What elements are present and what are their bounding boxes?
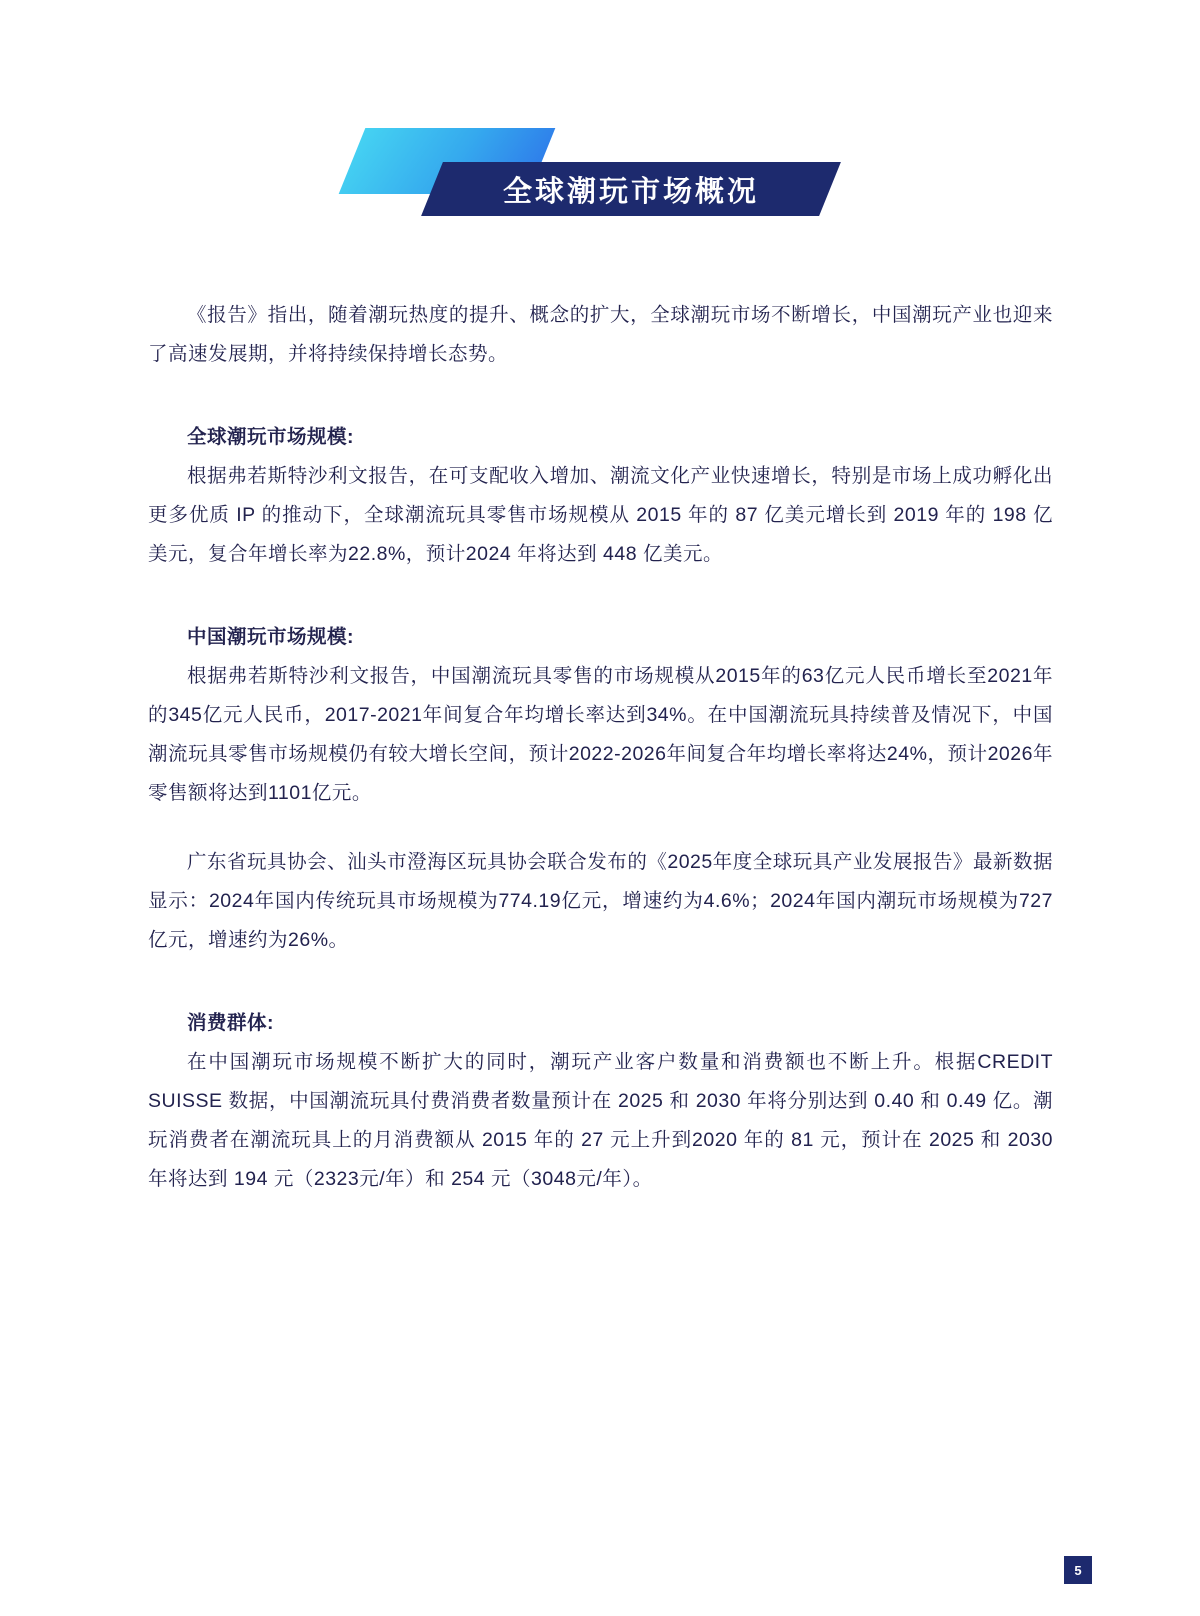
global-market-heading: 全球潮玩市场规模: <box>187 426 354 448</box>
consumer-group-paragraph: 在中国潮玩市场规模不断扩大的同时，潮玩产业客户数量和消费额也不断上升。根据CREDIT SUISSE 数据，中国潮流玩具付费消费者数量预计在 2025 和 2030 年将分别达到 0.40 和 0.49 亿。潮玩消费者在潮流玩具上的月消费额从 2015 年的 27 元上升到2020 年的 81 元，预计在 2025 和 2030 年将达到 194 元（2323元/年）和 254 元（3048元/年）。 <box>148 1051 1053 1190</box>
page-number: 5 <box>1074 1562 1082 1578</box>
page-number-badge <box>1064 1556 1092 1584</box>
china-market-heading: 中国潮玩市场规模: <box>187 626 354 648</box>
global-market-paragraph: 根据弗若斯特沙利文报告，在可支配收入增加、潮流文化产业快速增长，特别是市场上成功孵化出更多优质 IP 的推动下，全球潮流玩具零售市场规模从 2015 年的 87 亿美元增长到 2019 年的 198 亿美元，复合年增长率为22.8%，预计2024 年将达到 448 亿美元。 <box>148 465 1053 565</box>
consumer-group-heading: 消费群体: <box>187 1012 274 1034</box>
china-market-paragraph: 根据弗若斯特沙利文报告，中国潮流玩具零售的市场规模从2015年的63亿元人民币增长至2021年的345亿元人民币，2017-2021年间复合年均增长率达到34%。在中国潮流玩具持续普及情况下，中国潮流玩具零售市场规模仍有较大增长空间，预计2022-2026年间复合年均增长率将达24%，预计2026年零售额将达到1101亿元。 <box>148 665 1053 804</box>
page-title: 全球潮玩市场概况 <box>502 175 759 208</box>
intro-paragraph: 《报告》指出，随着潮玩热度的提升、概念的扩大，全球潮玩市场不断增长，中国潮玩产业也迎来了高速发展期，并将持续保持增长态势。 <box>148 304 1053 365</box>
industry-report-paragraph: 广东省玩具协会、汕头市澄海区玩具协会联合发布的《2025年度全球玩具产业发展报告》最新数据显示：2024年国内传统玩具市场规模为774.19亿元，增速约为4.6%；2024年国内潮玩市场规模为727亿元，增速约为26%。 <box>148 851 1053 951</box>
content-area <box>148 296 1053 1199</box>
